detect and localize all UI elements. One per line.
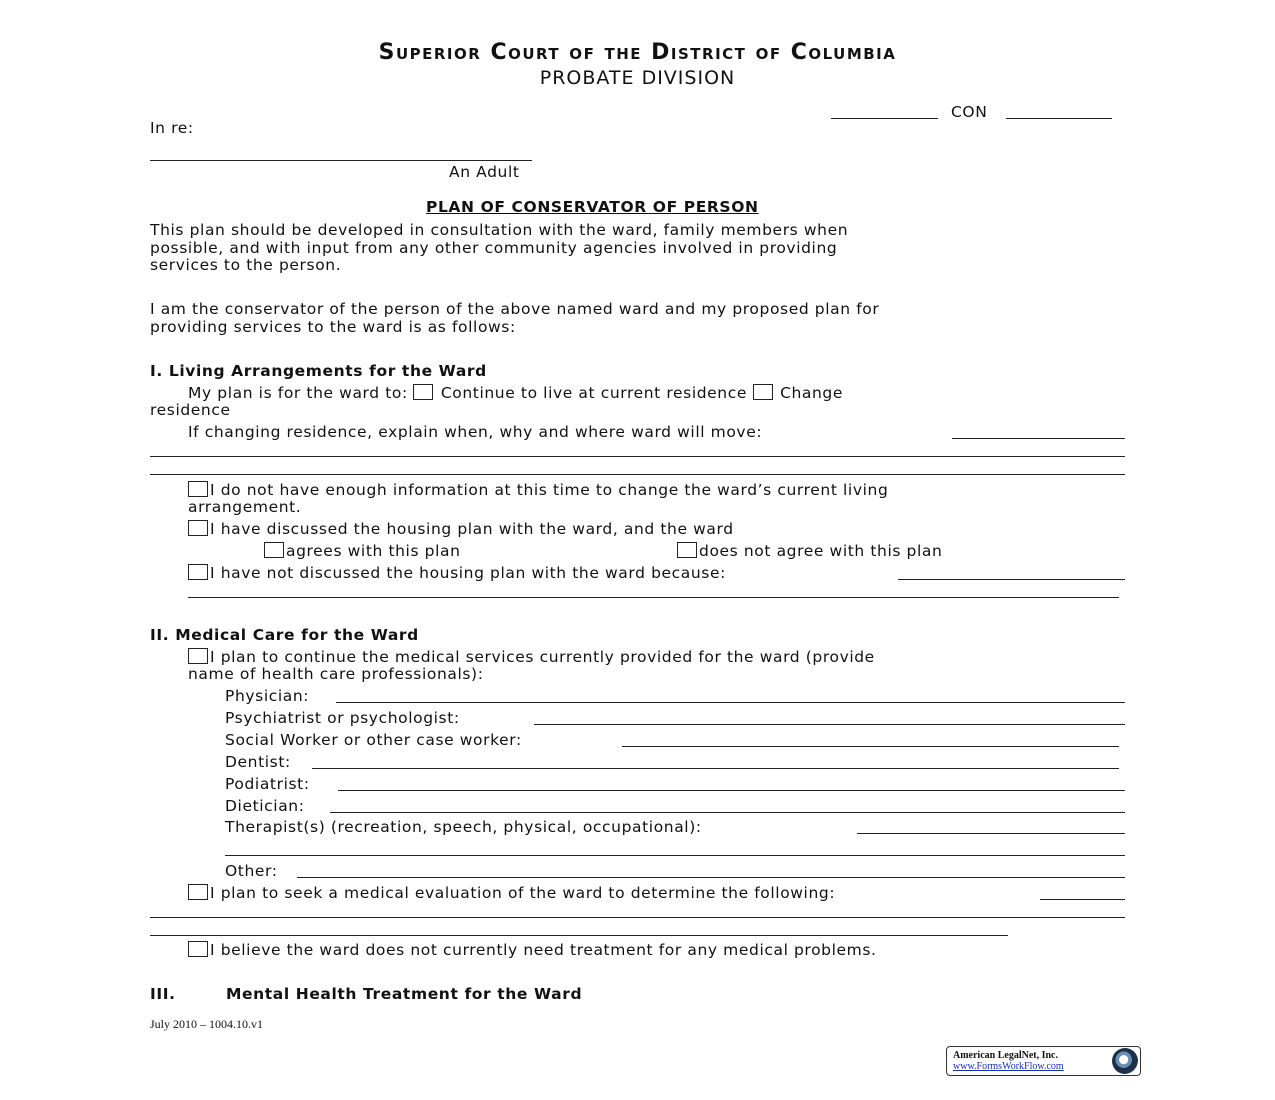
- not-discussed-checkbox[interactable]: [188, 564, 208, 580]
- no-treatment-row: [188, 941, 877, 959]
- publisher-name: American LegalNet, Inc.: [953, 1050, 1058, 1061]
- social-worker-field[interactable]: [622, 746, 1119, 747]
- continue-medical-checkbox[interactable]: [188, 648, 208, 664]
- court-title: Superior Court of the District of Columbia: [378, 40, 897, 65]
- not-discussed-row: [188, 564, 726, 582]
- not-discussed-field-line-2[interactable]: [188, 597, 1119, 598]
- section-2-heading: II. Medical Care for the Ward: [150, 626, 419, 644]
- continue-medical-row: [188, 648, 875, 666]
- publisher-logo: [946, 1046, 1141, 1076]
- form-title: PLAN OF CONSERVATOR OF PERSON: [426, 198, 759, 216]
- other-field[interactable]: [297, 877, 1125, 878]
- no-info-label-cont: arrangement.: [188, 498, 302, 516]
- statement-line-2: providing services to the ward is as follows:: [150, 318, 516, 336]
- change-residence-label-cont: residence: [150, 401, 231, 419]
- dietician-label: Dietician:: [225, 797, 305, 815]
- change-residence-label: Change: [780, 384, 844, 402]
- intro-line-3: services to the person.: [150, 256, 342, 274]
- no-treatment-label: I believe the ward does not currently need treatment for any medical problems.: [210, 941, 877, 959]
- evaluation-field-line-2[interactable]: [150, 917, 1125, 918]
- statement-line-1: I am the conservator of the person of the above named ward and my proposed plan for: [150, 300, 880, 318]
- explain-move-field-line-3[interactable]: [150, 474, 1125, 475]
- continue-medical-label: I plan to continue the medical services currently provided for the ward (provide: [210, 648, 875, 666]
- evaluation-field[interactable]: [1040, 899, 1125, 900]
- intro-line-1: This plan should be developed in consultation with the ward, family members when: [150, 221, 849, 239]
- physician-label: Physician:: [225, 687, 310, 705]
- con-label: CON: [951, 103, 988, 121]
- publisher-url-link[interactable]: www.FormsWorkFlow.com: [953, 1061, 1064, 1072]
- psychiatrist-field[interactable]: [534, 724, 1125, 725]
- agrees-checkbox[interactable]: [264, 542, 284, 558]
- discussed-row: [188, 520, 734, 538]
- form-id: July 2010 – 1004.10.v1: [150, 1017, 264, 1031]
- continue-residence-checkbox[interactable]: [413, 384, 433, 400]
- change-residence-checkbox[interactable]: [753, 384, 773, 400]
- section-3-number: III.: [150, 985, 176, 1003]
- no-info-checkbox[interactable]: [188, 481, 208, 497]
- dietician-field[interactable]: [330, 812, 1125, 813]
- explain-move-field-line-2[interactable]: [150, 456, 1125, 457]
- division-title: PROBATE DIVISION: [539, 67, 736, 89]
- living-plan-prefix: My plan is for the ward to:: [188, 384, 408, 402]
- social-worker-label: Social Worker or other case worker:: [225, 731, 522, 749]
- evaluation-label: I plan to seek a medical evaluation of the ward to determine the following:: [210, 884, 836, 902]
- physician-field[interactable]: [336, 702, 1125, 703]
- therapist-field-line-2[interactable]: [225, 855, 1125, 856]
- podiatrist-field[interactable]: [338, 790, 1125, 791]
- case-number-field-left[interactable]: [831, 118, 938, 119]
- discussed-label: I have discussed the housing plan with the ward, and the ward: [210, 520, 734, 538]
- therapist-field[interactable]: [857, 833, 1125, 834]
- globe-icon: [1112, 1048, 1138, 1074]
- no-treatment-checkbox[interactable]: [188, 941, 208, 957]
- disagrees-checkbox[interactable]: [677, 542, 697, 558]
- disagrees-label: does not agree with this plan: [699, 542, 943, 560]
- case-number-field-right[interactable]: [1006, 118, 1112, 119]
- no-info-row: [188, 481, 888, 499]
- evaluation-field-line-3[interactable]: [150, 935, 1008, 936]
- dentist-label: Dentist:: [225, 753, 291, 771]
- continue-residence-label: Continue to live at current residence: [440, 384, 747, 402]
- no-info-label: I do not have enough information at this time to change the ward’s current living: [210, 481, 889, 499]
- continue-medical-label-cont: name of health care professionals):: [188, 665, 484, 683]
- an-adult-label: An Adult: [449, 163, 520, 181]
- agrees-row: [264, 542, 461, 560]
- podiatrist-label: Podiatrist:: [225, 775, 310, 793]
- disagrees-row: [677, 542, 942, 560]
- other-label: Other:: [225, 862, 278, 880]
- dentist-field[interactable]: [312, 768, 1119, 769]
- in-re-label: In re:: [150, 119, 194, 137]
- explain-move-field[interactable]: [952, 438, 1125, 439]
- evaluation-row: [188, 884, 835, 902]
- agrees-label: agrees with this plan: [286, 542, 461, 560]
- section-1-heading: I. Living Arrangements for the Ward: [150, 362, 487, 380]
- intro-line-2: possible, and with input from any other community agencies involved in providing: [150, 239, 838, 257]
- explain-move-label: If changing residence, explain when, why and where ward will move:: [188, 423, 763, 441]
- discussed-checkbox[interactable]: [188, 520, 208, 536]
- not-discussed-label: I have not discussed the housing plan with the ward because:: [210, 564, 726, 582]
- psychiatrist-label: Psychiatrist or psychologist:: [225, 709, 460, 727]
- living-plan-row: [188, 384, 843, 402]
- evaluation-checkbox[interactable]: [188, 884, 208, 900]
- not-discussed-field[interactable]: [898, 579, 1125, 580]
- therapist-label: Therapist(s) (recreation, speech, physical, occupational):: [225, 818, 702, 836]
- ward-name-field[interactable]: [150, 160, 532, 161]
- section-3-heading: Mental Health Treatment for the Ward: [226, 985, 583, 1003]
